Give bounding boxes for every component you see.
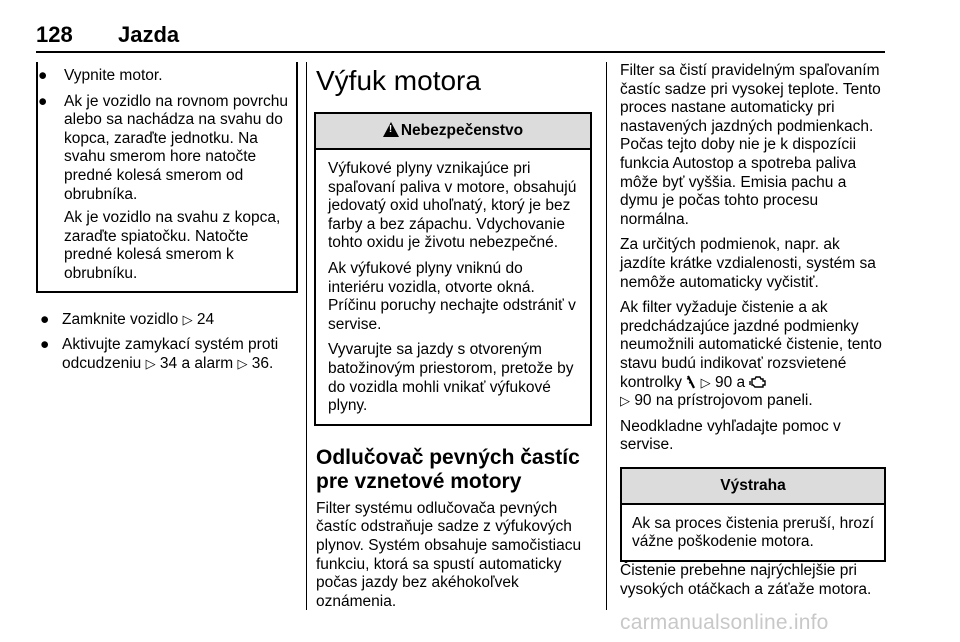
list-item: ● Aktivujte zamykací systém proti odcudzeniu ▷ 34 a alarm ▷ 36. xyxy=(40,336,279,372)
subsection-body: Filter systému odlučovača pevných častíc odstraňuje sadze z výfukových plynov. Systém obsahuje samočistiacu funkciu, ktorá sa spustí automaticky počas jazdy bez akéhokoľvek oznámenia. xyxy=(316,499,582,610)
page-ref: 90 xyxy=(634,392,652,410)
bullet-icon: ● xyxy=(38,92,48,110)
reference-arrow-icon: ▷ xyxy=(145,355,156,371)
warning-triangle-icon xyxy=(383,122,399,137)
paragraph: Za určitých podmienok, napr. ak jazdíte krátke vzdialenosti, systém sa nemôže automaticky vyčistiť. xyxy=(620,236,876,291)
subsection-heading: Odlučovač pevných častíc pre vznetové motory xyxy=(316,445,580,493)
paragraph: Filter sa čistí pravidelným spaľovaním častíc sadze pri vysokej teplote. Tento proces nastane automaticky pri nastavených jazdných podmienkach. Počas tejto doby nie je k dispozícii funkcia Autostop a spotreba paliva môže byť vyššia. Emisia pachu a dymu je počas tohto procesu normálna. xyxy=(620,62,881,228)
check-engine-icon xyxy=(749,375,767,389)
paragraph: Neodkladne vyhľadajte pomoc v servise. xyxy=(620,417,841,454)
diesel-filter-indicator-icon xyxy=(686,375,696,389)
caution-body: Ak sa proces čistenia preruší, hrozí vážne poškodenie motora. xyxy=(632,514,875,551)
page-ref: 24 xyxy=(196,310,215,328)
page-header xyxy=(36,22,885,52)
danger-paragraph: Výfukové plyny vznikajúce pri spaľovaní paliva v motore, obsahujú jedovatý oxid uhoľnatý, ktorý je bez farby a bez zápachu. Vdychovanie tohto oxidu je životu nebezpečné. xyxy=(328,160,577,252)
paragraph: Čistenie prebehne najrýchlejšie pri vysokých otáčkach a záťaže motora. xyxy=(620,562,872,598)
list-item: ● Ak je vozidlo na rovnom povrchu alebo sa nachádza na svahu do kopca, zaraďte jednotku. Na svahu smerom hore natočte predné kolesá smerom od obrubníka. Ak je vozidlo na svahu z kopca, zaraďte spiatočku. Natočte predné kolesá smerom k obrubníku. xyxy=(38,92,289,282)
parking-steps-box xyxy=(36,62,298,293)
page-ref: 36. xyxy=(251,354,274,372)
bullet-icon: ● xyxy=(40,336,50,354)
danger-header: !Nebezpečenstvo xyxy=(316,114,590,150)
danger-body xyxy=(316,150,590,424)
column-divider-2 xyxy=(606,62,607,610)
bullet-icon: ● xyxy=(38,67,48,84)
danger-paragraph: Ak výfukové plyny vniknú do interiéru vozidla, otvorte okná. Príčinu poruchy nechajte odstrániť v servise. xyxy=(328,259,576,333)
reference-arrow-icon: ▷ xyxy=(237,355,248,371)
caution-box xyxy=(620,467,886,562)
danger-paragraph: Vyvarujte sa jazdy s otvoreným batožinovým priestorom, pretože by do vozidla mohli vnikať výfukové plyny. xyxy=(328,341,574,415)
danger-box xyxy=(314,112,592,426)
header-rule xyxy=(36,51,885,53)
column-2 xyxy=(314,62,592,611)
watermark: carmanualsonline.info xyxy=(620,611,829,634)
caution-header: Výstraha xyxy=(622,469,884,505)
list-item: ● Vypnite motor. xyxy=(38,67,163,84)
section-title: Jazda xyxy=(118,22,180,47)
section-heading: Výfuk motora xyxy=(316,65,481,96)
reference-arrow-icon: ▷ xyxy=(620,393,630,409)
bullet-icon: ● xyxy=(40,310,50,328)
paragraph: Ak filter vyžaduje čistenie a ak predchádzajúce jazdné podmienky neumožnili automatické čistenie, tento stavu budú indikovať rozsvietené kontrolky ▷ 90 a ▷ 90 na prístrojovom paneli. xyxy=(620,299,882,410)
reference-arrow-icon: ▷ xyxy=(182,311,193,327)
column-divider-1 xyxy=(306,62,307,610)
page-ref: 34 xyxy=(159,354,178,372)
page-number: 128 xyxy=(36,22,73,47)
sub-paragraph: Ak je vozidlo na svahu z kopca, zaraďte spiatočku. Natočte predné kolesá smerom k obrubníku. xyxy=(64,209,281,282)
column-3 xyxy=(620,62,886,606)
column-1 xyxy=(36,62,298,380)
page-ref: 90 xyxy=(714,373,733,391)
list-item: ● Zamknite vozidlo ▷ 24 xyxy=(40,310,215,328)
reference-arrow-icon: ▷ xyxy=(700,374,711,390)
